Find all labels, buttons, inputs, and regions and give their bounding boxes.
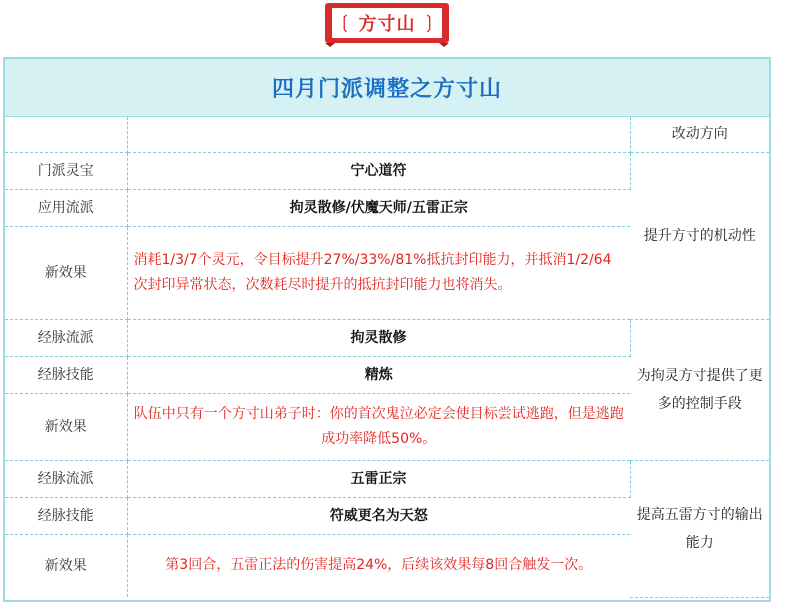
row-value: 符威更名为天怒 xyxy=(127,497,630,534)
change-table-grid xyxy=(5,117,769,598)
badge-inner xyxy=(331,7,443,39)
section-badge xyxy=(325,3,449,43)
row-label: 经脉流派 xyxy=(5,460,127,497)
header-row xyxy=(5,117,769,152)
table-title: 四月门派调整之方寸山 xyxy=(271,77,502,102)
header-empty-label xyxy=(5,117,127,152)
row-value: 拘灵散修 xyxy=(127,319,630,356)
row-effect-text: 消耗1/3/7个灵元，令目标提升27%/33%/81%抵抗封印能力，并抵消1/2/64次封印异常状态，次数耗尽时提升的抵抗封印能力也将消失。 xyxy=(127,226,630,319)
row-label: 新效果 xyxy=(5,393,127,460)
table-row xyxy=(5,152,769,189)
badge-tail-right xyxy=(439,43,449,47)
row-label: 经脉技能 xyxy=(5,356,127,393)
change-table xyxy=(3,57,771,602)
table-row xyxy=(5,460,769,497)
row-value: 拘灵散修/伏魔天师/五雷正宗 xyxy=(127,189,630,226)
row-label: 经脉技能 xyxy=(5,497,127,534)
row-value: 五雷正宗 xyxy=(127,460,630,497)
row-label: 应用流派 xyxy=(5,189,127,226)
row-label: 门派灵宝 xyxy=(5,152,127,189)
row-value: 精炼 xyxy=(127,356,630,393)
row-label: 经脉流派 xyxy=(5,319,127,356)
badge-tail-left xyxy=(325,43,335,47)
section-direction: 提升方寸的机动性 xyxy=(630,152,769,319)
badge-right-bracket: ❳ xyxy=(421,12,437,33)
header-empty-value xyxy=(127,117,630,152)
section-direction: 为拘灵方寸提供了更多的控制手段 xyxy=(630,319,769,460)
row-value: 宁心道符 xyxy=(127,152,630,189)
section-direction: 提高五雷方寸的输出能力 xyxy=(630,460,769,597)
row-effect-text: 第3回合，五雷正法的伤害提高24%，后续该效果每8回合触发一次。 xyxy=(165,557,593,574)
header-direction: 改动方向 xyxy=(630,117,769,152)
table-title-bar xyxy=(5,59,769,117)
row-label: 新效果 xyxy=(5,226,127,319)
badge-left-bracket: ❲ xyxy=(337,12,353,33)
badge-title: 方寸山 xyxy=(358,14,416,35)
row-effect-text: 队伍中只有一个方寸山弟子时：你的首次鬼泣必定会使目标尝试逃跑，但是逃跑成功率降低50%。 xyxy=(127,393,630,460)
row-label: 新效果 xyxy=(5,534,127,597)
table-row xyxy=(5,319,769,356)
